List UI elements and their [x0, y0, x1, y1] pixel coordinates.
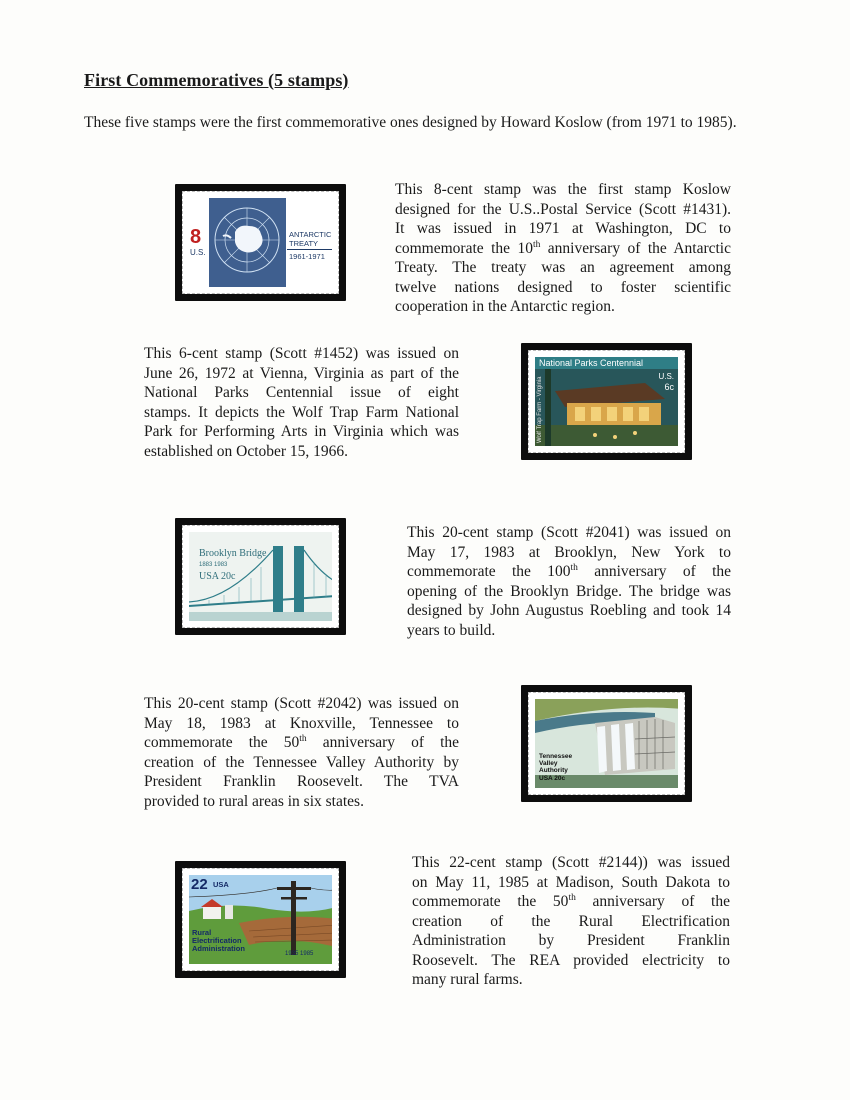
text-line: provided to rural areas in six states.: [144, 792, 364, 810]
stamp-years: 1961-1971: [289, 252, 325, 261]
text-line: May 17, 1983 at Brooklyn, New York to: [407, 543, 731, 561]
stamp-years: 1883 1983: [199, 562, 228, 568]
stamp-years: 1935 1985: [285, 951, 314, 957]
stamp-name-line3: Administration: [192, 944, 245, 953]
text-line: opening of the Brooklyn Bridge. The bridge was: [407, 582, 731, 600]
wolf-trap-building-icon: [535, 369, 678, 446]
description-brooklyn-bridge: [407, 523, 731, 640]
stamp-value: 6c: [664, 382, 674, 392]
stamp-value: 8: [190, 226, 202, 248]
text-line: years to build.: [407, 621, 496, 639]
stamp-name-line2: TREATY: [289, 239, 319, 248]
stamp-side-caption: Wolf Trap Farm - Virginia: [537, 376, 543, 443]
text-line: designed for the U.S..Postal Service (Scott #1431).: [395, 200, 731, 218]
description-antarctic: [395, 180, 731, 317]
text-line: on May 11, 1985 at Madison, South Dakota to: [412, 873, 730, 891]
text-line: Administration by President Franklin: [412, 932, 730, 949]
stamp-brooklyn-bridge: [175, 518, 346, 635]
text-line: established on October 15, 1966.: [144, 442, 349, 460]
antarctica-globe-icon: [209, 198, 286, 287]
text-line: National Parks Centennial issue of eight: [144, 384, 459, 401]
superscript: th: [568, 892, 576, 903]
stamp-country: U.S.: [658, 372, 674, 381]
description-tva: [144, 694, 459, 811]
stamp-name-line2: Valley: [539, 760, 558, 767]
text-line: Treaty. The treaty was an agreement among: [395, 259, 731, 276]
text-segment: commemorate the 10: [395, 239, 533, 257]
divider: [287, 249, 332, 250]
text-segment: anniversary of the: [577, 563, 732, 580]
text-line: This 8-cent stamp was the first stamp Koslow: [395, 181, 731, 198]
text-line: Roosevelt. The REA provided electricity to: [412, 951, 730, 969]
stamp-antarctic-treaty: [175, 184, 346, 301]
text-line: [407, 562, 731, 582]
text-segment: commemorate the 50: [412, 893, 569, 910]
text-line: creation of the Rural Electrification: [412, 912, 730, 930]
text-line: [395, 239, 731, 259]
stamp-rural-electrification: [175, 861, 346, 978]
stamp-name-line1: ANTARCTIC: [289, 230, 332, 239]
antarctic-map-panel: [209, 198, 286, 287]
superscript: th: [570, 562, 578, 573]
text-line: June 26, 1972 at Vienna, Virginia as part of the: [144, 364, 459, 382]
text-line: cooperation in the Antarctic region.: [395, 298, 615, 315]
text-segment: commemorate the 100: [407, 563, 571, 580]
stamp-tennessee-valley-authority: [521, 685, 692, 802]
text-line: This 20-cent stamp (Scott #2041) was issued on: [407, 524, 731, 541]
text-segment: commemorate the 50: [144, 734, 300, 751]
text-line: [412, 892, 730, 912]
stamp-name-line1: Rural: [192, 928, 212, 937]
text-line: May 18, 1983 at Knoxville, Tennessee to: [144, 714, 459, 732]
stamp-value: USA 20c: [539, 775, 566, 782]
text-line: It was issued in 1971 at Washington, DC to: [395, 220, 731, 237]
text-line: Park for Performing Arts in Virginia which was: [144, 423, 459, 440]
text-line: This 22-cent stamp (Scott #2144)) was issued: [412, 854, 730, 871]
text-segment: anniversary of the: [306, 734, 460, 751]
text-line: This 20-cent stamp (Scott #2042) was issued on: [144, 695, 459, 712]
description-wolf-trap: [144, 344, 459, 461]
stamp-country: U.S.: [190, 248, 206, 257]
text-line: This 6-cent stamp (Scott #1452) was issued on: [144, 345, 459, 362]
description-rea: [412, 853, 730, 990]
text-segment: anniversary of the Antarctic: [540, 239, 731, 257]
stamp-name: Brooklyn Bridge: [199, 548, 267, 559]
stamp-wolf-trap-farm: [521, 343, 692, 460]
stamp-value: 22: [191, 876, 208, 893]
stamp-country: USA: [213, 880, 229, 889]
intro-paragraph: These five stamps were the first commemorative ones designed by Howard Koslow (from 1971 to 1985).: [84, 114, 737, 131]
text-line: stamps. It depicts the Wolf Trap Farm National: [144, 403, 459, 421]
text-line: [144, 733, 459, 753]
text-line: twelve nations designed to foster scientific: [395, 278, 731, 296]
page-title: First Commemoratives (5 stamps): [84, 70, 349, 90]
stamp-value: USA 20c: [199, 571, 236, 582]
superscript: th: [299, 733, 307, 744]
text-line: President Franklin Roosevelt. The TVA: [144, 773, 459, 790]
text-line: designed by John Augustus Roebling and took 14: [407, 602, 731, 619]
stamp-name-line1: Tennessee: [539, 753, 573, 760]
stamp-banner: National Parks Centennial: [539, 358, 644, 368]
text-segment: anniversary of the: [575, 893, 730, 910]
stamp-name-line3: Authority: [539, 767, 568, 774]
stamp-name-line2: Electrification: [192, 936, 242, 945]
text-line: creation of the Tennessee Valley Authority by: [144, 753, 459, 771]
superscript: th: [532, 239, 541, 250]
text-line: many rural farms.: [412, 971, 523, 988]
